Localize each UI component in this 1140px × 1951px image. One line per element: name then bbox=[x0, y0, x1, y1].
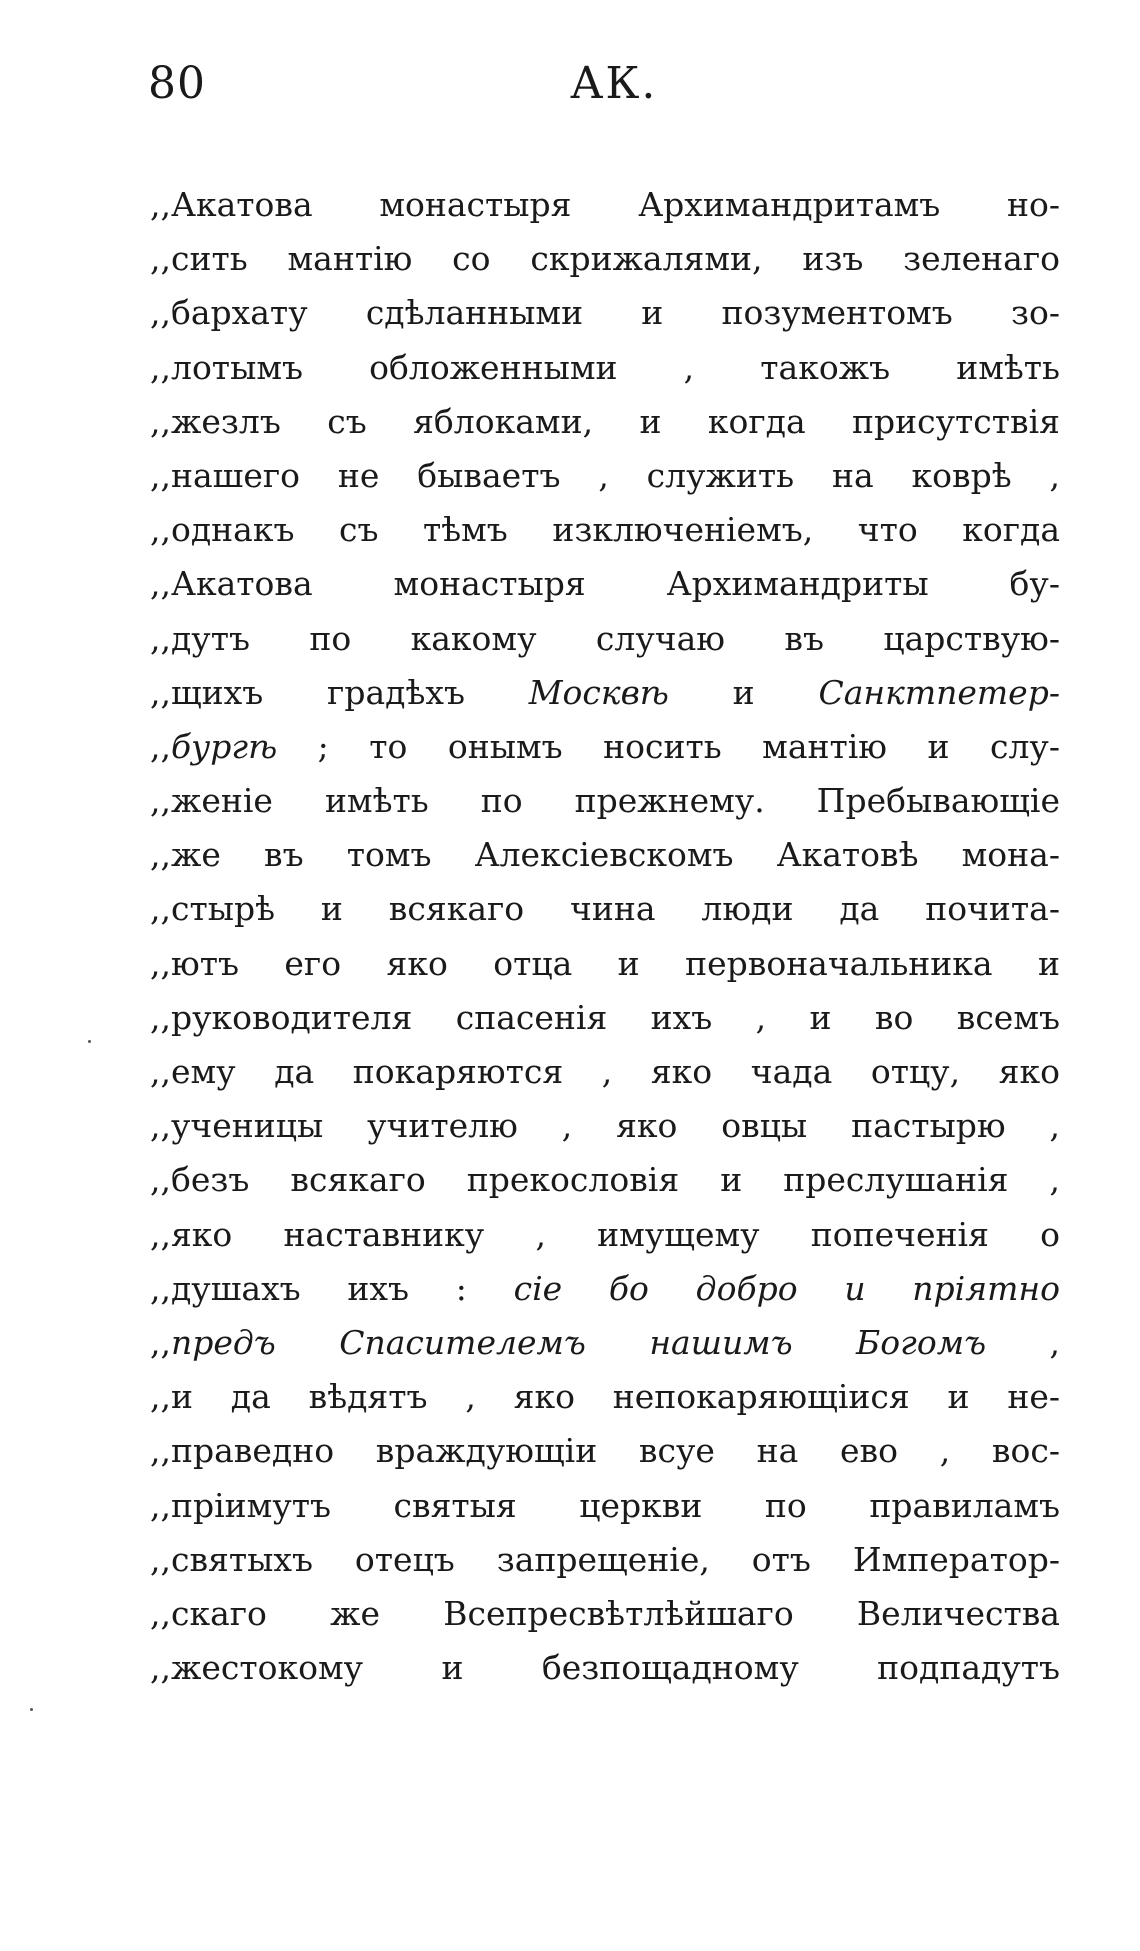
text-segment: ,,же въ томъ Алексіевскомъ Акатовѣ мона- bbox=[150, 835, 1060, 875]
text-segment: ,,скаго же Всепресвѣтлѣйшаго Величества bbox=[150, 1593, 1060, 1633]
text-segment: ,,праведно враждующіи всуе на ево , вос- bbox=[150, 1431, 1060, 1471]
text-segment: ,,стырѣ и всякаго чина люди да почита- bbox=[150, 889, 1060, 929]
text-line bbox=[150, 503, 1060, 557]
text-segment: ,, bbox=[150, 1322, 171, 1362]
text-line bbox=[150, 1045, 1060, 1099]
italic-text: сіе бо добро и пріятно bbox=[513, 1268, 1060, 1308]
text-segment: ,,душахъ ихъ : bbox=[150, 1268, 514, 1308]
text-segment: ,,нашего не бываетъ , служить на коврѣ , bbox=[150, 455, 1060, 495]
text-segment: ,,бархату сдѣланными и позументомъ зо- bbox=[150, 293, 1060, 333]
text-segment: ,, bbox=[150, 726, 171, 766]
text-line bbox=[150, 1424, 1060, 1478]
text-line bbox=[150, 232, 1060, 286]
text-line bbox=[150, 1262, 1060, 1316]
text-line bbox=[150, 1153, 1060, 1207]
text-line bbox=[150, 178, 1060, 232]
text-line bbox=[150, 1533, 1060, 1587]
ink-speck bbox=[30, 1708, 33, 1711]
text-line bbox=[150, 286, 1060, 340]
text-segment: и bbox=[668, 672, 819, 712]
text-segment: ,,святыхъ отецъ запрещеніе, отъ Император- bbox=[150, 1539, 1060, 1579]
text-segment: ,,жестокому и безпощадному подпадутъ bbox=[150, 1648, 1060, 1688]
page-number: 80 bbox=[148, 58, 206, 109]
text-line bbox=[150, 937, 1060, 991]
running-head: АК. bbox=[570, 58, 658, 109]
body-text bbox=[150, 178, 1060, 1695]
text-line bbox=[150, 1208, 1060, 1262]
text-segment: ,,ученицы учителю , яко овцы пастырю , bbox=[150, 1106, 1060, 1146]
text-segment: ,,и да вѣдятъ , яко непокаряющіися и не- bbox=[150, 1377, 1060, 1417]
text-segment: ,,пріимутъ святыя церкви по правиламъ bbox=[150, 1485, 1060, 1525]
text-segment: ,,сить мантію со скрижалями, изъ зеленаго bbox=[150, 239, 1060, 279]
text-segment: , bbox=[986, 1322, 1060, 1362]
text-line bbox=[150, 612, 1060, 666]
text-segment: ,,безъ всякаго прекословія и преслушанія , bbox=[150, 1160, 1060, 1200]
text-line bbox=[150, 882, 1060, 936]
italic-text: предъ Спасителемъ нашимъ Богомъ bbox=[170, 1322, 987, 1362]
text-segment: ,,дутъ по какому случаю въ царствую- bbox=[150, 618, 1060, 658]
text-line bbox=[150, 1479, 1060, 1533]
text-line bbox=[150, 774, 1060, 828]
text-line bbox=[150, 991, 1060, 1045]
text-segment: ,,Акатова монастыря Архимандритамъ но- bbox=[150, 185, 1060, 224]
text-line bbox=[150, 1316, 1060, 1370]
text-line bbox=[150, 1370, 1060, 1424]
text-segment: ,,ютъ его яко отца и первоначальника и bbox=[150, 943, 1060, 983]
text-line bbox=[150, 1587, 1060, 1641]
text-segment: ,,ему да покаряются , яко чада отцу, яко bbox=[150, 1052, 1060, 1091]
text-segment: ,,лотымъ обложенными , такожъ имѣть bbox=[150, 347, 1060, 387]
text-line bbox=[150, 828, 1060, 882]
italic-text: Санктпетер- bbox=[818, 672, 1060, 712]
text-segment: ; то онымъ носить мантію и слу- bbox=[277, 726, 1060, 766]
text-line bbox=[150, 449, 1060, 503]
text-segment: ,,Акатова монастыря Архимандриты бу- bbox=[150, 564, 1060, 604]
text-line bbox=[150, 395, 1060, 449]
text-line bbox=[150, 720, 1060, 774]
text-line bbox=[150, 341, 1060, 395]
italic-text: Москвѣ bbox=[528, 672, 669, 712]
text-line bbox=[150, 557, 1060, 611]
text-line bbox=[150, 1641, 1060, 1695]
text-segment: ,,руководителя спасенія ихъ , и во всемъ bbox=[150, 997, 1060, 1037]
italic-text: бургѣ bbox=[170, 726, 278, 766]
text-segment: ,,щихъ градѣхъ bbox=[150, 672, 529, 712]
text-segment: ,,жезлъ съ яблоками, и когда присутствія bbox=[150, 401, 1060, 441]
text-line bbox=[150, 666, 1060, 720]
text-segment: ,,однакъ съ тѣмъ изключеніемъ, что когда bbox=[150, 510, 1060, 550]
ink-speck bbox=[88, 1040, 91, 1043]
text-segment: ,,женіе имѣть по прежнему. Пребывающіе bbox=[150, 781, 1060, 821]
text-segment: ,,яко наставнику , имущему попеченія о bbox=[150, 1214, 1060, 1254]
text-line bbox=[150, 1099, 1060, 1153]
